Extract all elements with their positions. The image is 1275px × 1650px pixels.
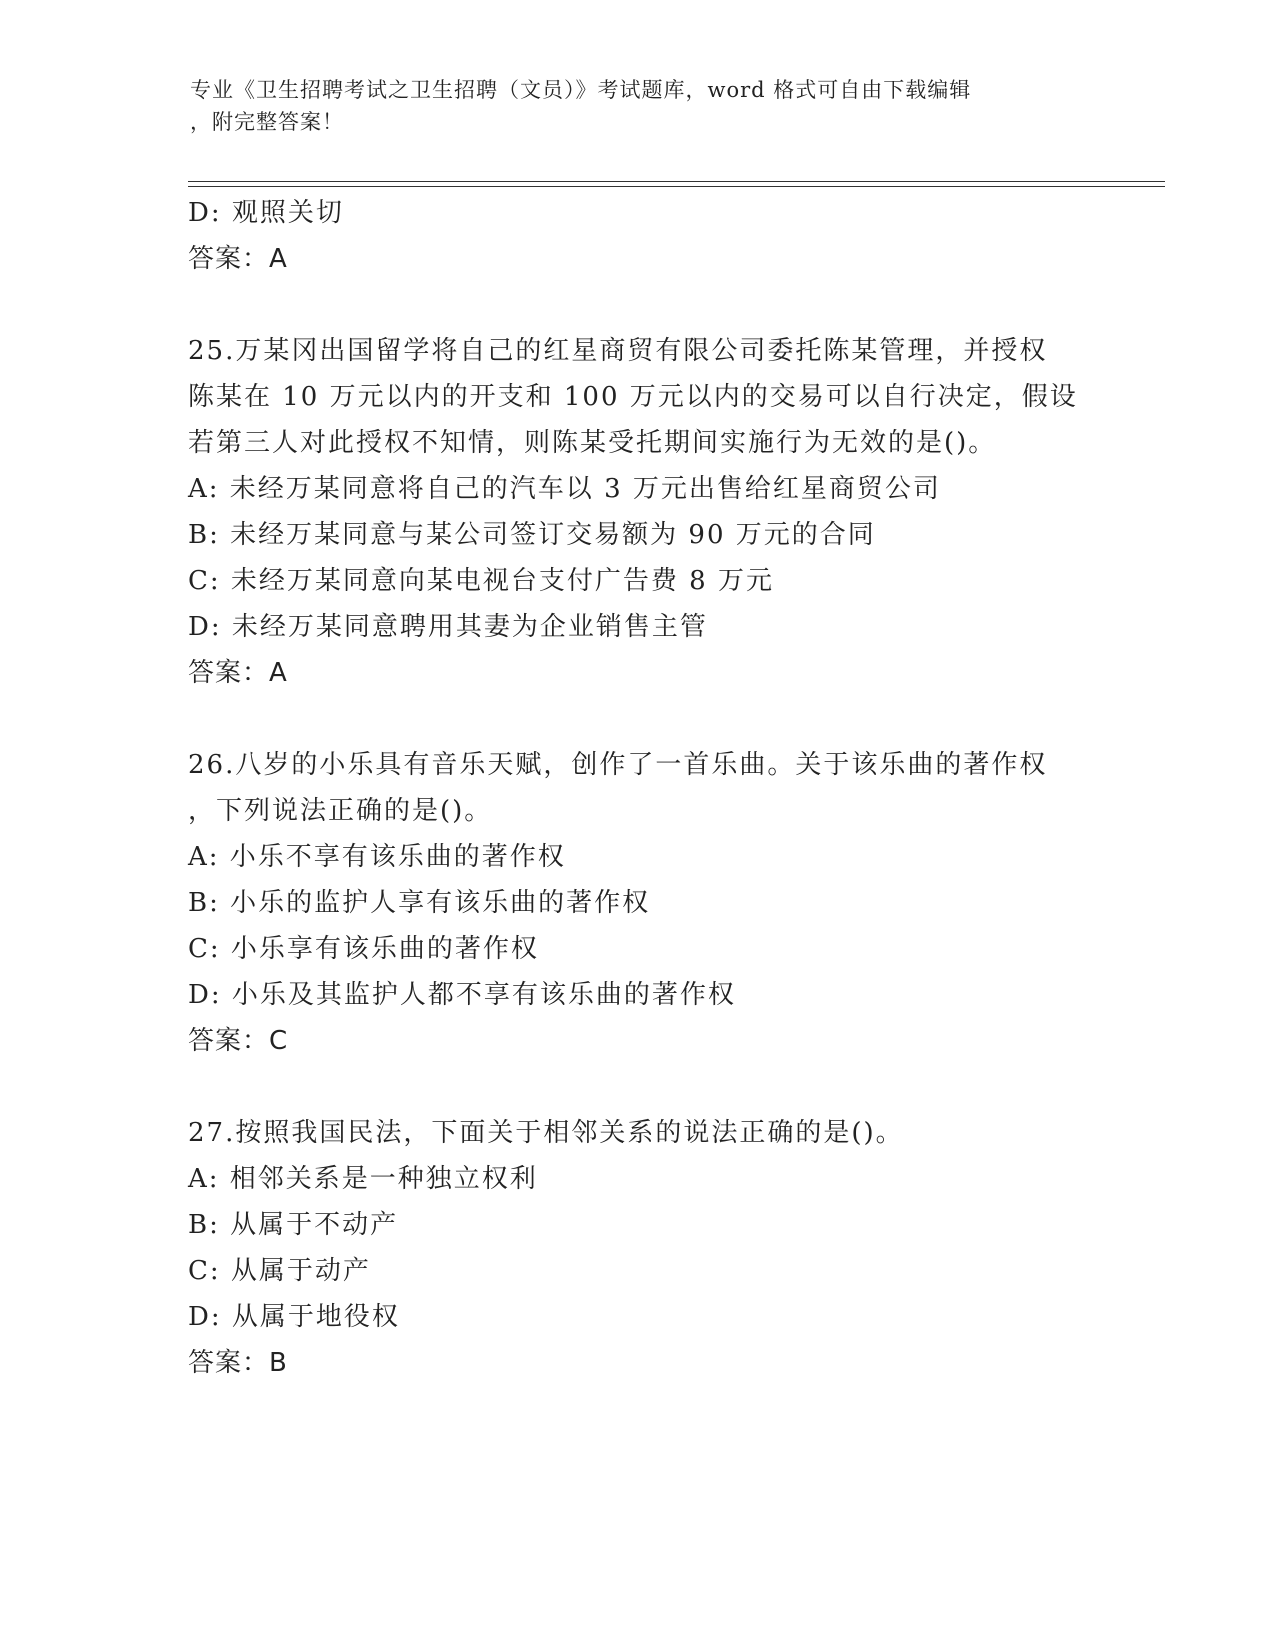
document-body <box>188 190 1168 1386</box>
previous-question-tail <box>188 190 1168 282</box>
question-stem <box>188 328 1168 466</box>
option-d: D: 小乐及其监护人都不享有该乐曲的著作权 <box>188 980 736 1010</box>
answer-line: 答案：C <box>188 1026 289 1056</box>
option-c: C: 小乐享有该乐曲的著作权 <box>188 934 539 964</box>
answer-line: 答案：A <box>188 658 288 688</box>
document-header <box>190 74 1100 138</box>
option-b: B: 从属于不动产 <box>188 1210 399 1240</box>
option-c: C: 未经万某同意向某电视台支付广告费 8 万元 <box>188 566 774 596</box>
option-a: A: 相邻关系是一种独立权利 <box>188 1164 538 1194</box>
stem-line: 26.八岁的小乐具有音乐天赋，创作了一首乐曲。关于该乐曲的著作权 <box>188 750 1048 780</box>
option-d: D: 观照关切 <box>188 198 344 228</box>
stem-line: 陈某在 10 万元以内的开支和 100 万元以内的交易可以自行决定，假设 <box>188 382 1078 412</box>
option-d: D: 未经万某同意聘用其妻为企业销售主管 <box>188 612 708 642</box>
stem-line: 25.万某冈出国留学将自己的红星商贸有限公司委托陈某管理，并授权 <box>188 336 1048 366</box>
option-d: D: 从属于地役权 <box>188 1302 400 1332</box>
spacer <box>188 282 1168 328</box>
option-b: B: 未经万某同意与某公司签订交易额为 90 万元的合同 <box>188 520 876 550</box>
spacer <box>188 696 1168 742</box>
option-c: C: 从属于动产 <box>188 1256 371 1286</box>
question-stem <box>188 742 1168 834</box>
stem-line: 若第三人对此授权不知情，则陈某受托期间实施行为无效的是()。 <box>188 428 997 458</box>
header-divider-bottom <box>188 186 1165 187</box>
answer-line: 答案：B <box>188 1348 288 1378</box>
spacer <box>188 1064 1168 1110</box>
stem-line: 27.按照我国民法，下面关于相邻关系的说法正确的是()。 <box>188 1118 904 1148</box>
option-a: A: 小乐不享有该乐曲的著作权 <box>188 842 566 872</box>
question-25 <box>188 328 1168 696</box>
option-a: A: 未经万某同意将自己的汽车以 3 万元出售给红星商贸公司 <box>188 474 941 504</box>
question-27 <box>188 1110 1168 1386</box>
option-b: B: 小乐的监护人享有该乐曲的著作权 <box>188 888 651 918</box>
header-divider-top <box>188 181 1165 182</box>
header-line-1: 专业《卫生招聘考试之卫生招聘（文员）》考试题库，word 格式可自由下载编辑 <box>190 78 972 102</box>
question-26 <box>188 742 1168 1064</box>
stem-line: ，下列说法正确的是()。 <box>188 796 493 826</box>
header-line-2: ，附完整答案！ <box>190 110 344 134</box>
question-stem <box>188 1110 1168 1156</box>
answer-line: 答案：A <box>188 244 288 274</box>
